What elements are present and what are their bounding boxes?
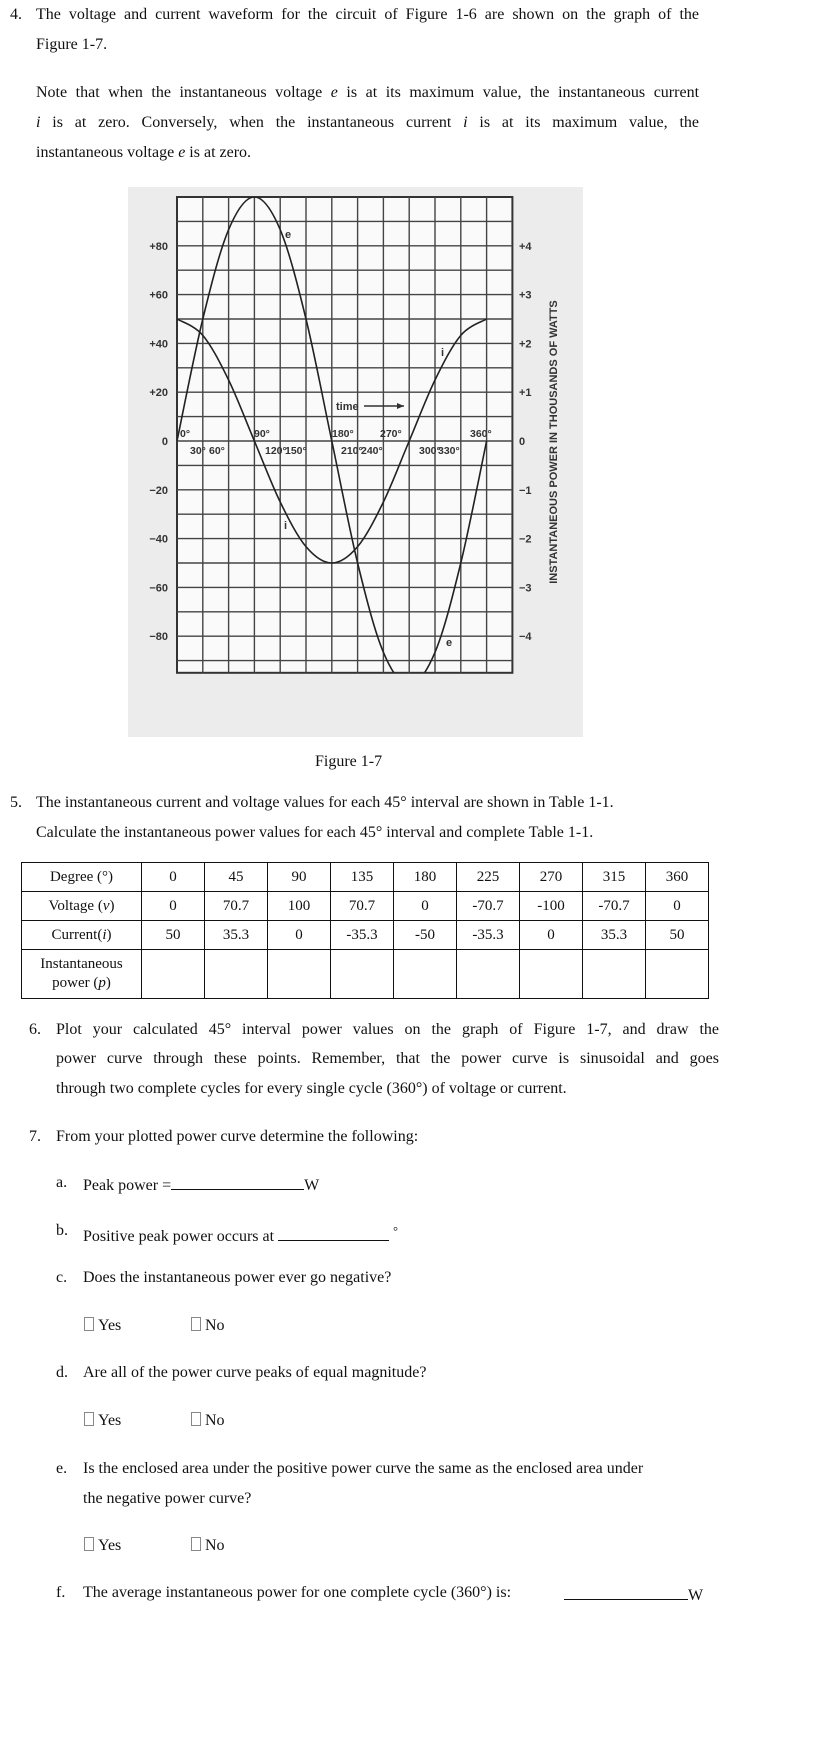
x-tick-label: 150° [285,445,307,457]
row-label [22,950,142,999]
x-tick-label: 180° [332,428,354,440]
table-cell-degrees: 90 [268,863,331,892]
q5-line2: Calculate the instantaneous power values for each 45° interval and complete Table 1-1. [36,824,594,841]
x-tick-label: 90° [254,428,270,440]
peak-power-blank[interactable] [171,1173,304,1190]
row-label [22,892,142,921]
q7b [83,1221,398,1247]
q6-line2: power curve through these points. Remember, that the power curve is sinusoidal and goes [56,1050,719,1067]
table-cell-degrees: 180 [394,863,457,892]
q7-number: 7. [29,1128,41,1145]
y-tick-label-left: +40 [149,338,168,351]
unit: W [688,1587,704,1604]
table-cell-power[interactable] [394,950,457,999]
x-tick-label: 330° [438,445,460,457]
checkbox[interactable] [84,1317,94,1331]
row-label [22,921,142,950]
table-cell-power[interactable] [520,950,583,999]
table-cell-degrees: 0 [142,863,205,892]
row-label: Degree (°) [22,863,142,892]
table-row-degree [22,863,709,892]
var-e: e [178,144,186,161]
y-tick-label-left: +20 [149,387,168,400]
table-cell-degrees: 135 [331,863,394,892]
q7b-text: Positive peak power occurs at [83,1228,275,1245]
q7a-text: Peak power = [83,1177,172,1194]
table-cell-power[interactable] [331,950,394,999]
q7d-letter: d. [56,1364,68,1381]
var-i: i [36,114,41,131]
q7-text: From your plotted power curve determine the following: [56,1128,419,1145]
checkbox[interactable] [84,1537,94,1551]
curve-label-i: i [284,520,288,532]
table-cell-current: 0 [268,921,331,950]
table-cell-degrees: 360 [646,863,709,892]
label: Yes [98,1317,122,1334]
table-cell-current: 35.3 [205,921,268,950]
var-e: e [330,84,338,101]
table-cell-voltage: -70.7 [457,892,520,921]
q7e-no-option[interactable] [191,1536,225,1556]
figure-caption: Figure 1-7 [315,753,383,770]
x-tick-label: 270° [380,428,402,440]
q6-number: 6. [29,1021,41,1038]
y-tick-label-left: −60 [149,582,168,595]
label: No [205,1412,225,1429]
table-row-voltage [22,892,709,921]
figure-1-7-graph [0,0,824,760]
y-tick-label-right: −4 [519,631,532,644]
table-row-current [22,921,709,950]
table-cell-current: -50 [394,921,457,950]
table-cell-voltage: 100 [268,892,331,921]
q7f-answer [564,1583,703,1606]
table-cell-current: 50 [646,921,709,950]
q7e-line1: Is the enclosed area under the positive power curve the same as the enclosed area under [83,1460,644,1477]
checkbox[interactable] [191,1537,201,1551]
q7f-letter: f. [56,1584,66,1601]
table-cell-voltage: -70.7 [583,892,646,921]
q7d-yes-option[interactable] [84,1411,121,1431]
q7e-letter: e. [56,1460,68,1477]
table-cell-power[interactable] [268,950,331,999]
y-tick-label-right: +4 [519,240,532,253]
text: ) [106,926,112,943]
table-cell-voltage: -100 [520,892,583,921]
y-tick-label-right: −2 [519,533,532,546]
table-cell-voltage: 0 [394,892,457,921]
y-tick-label-right: −1 [519,484,532,497]
y-tick-label-left: −40 [149,533,168,546]
y-axis-title-right: INSTANTANEOUS POWER IN THOUSANDS OF WATTS [548,300,560,584]
x-tick-label: 300° [419,445,441,457]
table-cell-power[interactable] [646,950,709,999]
var-i: i [463,114,468,131]
x-tick-label: 0° [180,428,191,440]
q7f-text: The average instantaneous power for one complete cycle (360°) is: [83,1584,512,1601]
q7b-letter: b. [56,1222,68,1239]
unit: ° [393,1224,398,1238]
table-cell-current: 50 [142,921,205,950]
text: instantaneous voltage [36,144,179,161]
text: is at zero. [185,144,252,161]
var-i: i [102,926,107,943]
checkbox[interactable] [84,1412,94,1426]
x-axis-label-time: time [336,401,359,413]
q6-line1: Plot your calculated 45° interval power values on the graph of Figure 1-7, and draw the [56,1021,719,1038]
q4-line1: The voltage and current waveform for the circuit of Figure 1-6 are shown on the graph of the [36,6,699,23]
peak-angle-blank[interactable] [278,1224,389,1241]
table-cell-degrees: 225 [457,863,520,892]
table-cell-current: -35.3 [331,921,394,950]
y-tick-label-right: +2 [519,338,532,351]
x-tick-label: 30° [190,445,206,457]
average-power-blank[interactable] [564,1583,688,1600]
text: ) [109,897,115,914]
checkbox[interactable] [191,1317,201,1331]
text: Current( [51,926,103,943]
table-cell-power[interactable] [457,950,520,999]
q7c-text: Does the instantaneous power ever go negative? [83,1269,392,1286]
x-tick-label: 210° [341,445,363,457]
curve-label-i: i [441,347,445,359]
q7e-yes-option[interactable] [84,1536,121,1556]
y-tick-label-left: +80 [149,240,168,253]
label: No [205,1317,225,1334]
unit: W [304,1177,320,1194]
table-cell-current: 0 [520,921,583,950]
table-cell-power[interactable] [583,950,646,999]
y-tick-label-left: 0 [161,436,168,448]
y-tick-label-left: −20 [149,484,168,497]
q7d-text: Are all of the power curve peaks of equal magnitude? [83,1364,427,1381]
curve-label-e: e [446,637,453,649]
table-1-1 [21,862,709,999]
q5-number: 5. [10,794,22,811]
label: Yes [98,1537,122,1554]
y-tick-label-left: +60 [149,289,168,302]
q4-number: 4. [10,6,22,23]
y-tick-label-left: −80 [149,631,168,644]
table-cell-power[interactable] [205,950,268,999]
x-tick-label: 360° [470,428,492,440]
x-tick-label: 240° [361,445,383,457]
label: No [205,1537,225,1554]
q7e-line2: the negative power curve? [83,1490,252,1507]
q7a-letter: a. [56,1174,68,1191]
table-cell-current: -35.3 [457,921,520,950]
table-cell-voltage: 0 [646,892,709,921]
q7a [83,1173,319,1196]
label: Yes [98,1412,122,1429]
table-cell-power[interactable] [142,950,205,999]
y-tick-label-right: +1 [519,387,532,400]
text: is at its maximum value, the [467,114,700,131]
y-tick-label-right: +3 [519,289,532,302]
text: Instantaneous [40,956,123,972]
var-v: v [102,897,110,914]
checkbox[interactable] [191,1412,201,1426]
table-cell-voltage: 70.7 [331,892,394,921]
table-cell-current: 35.3 [583,921,646,950]
q6-line3: through two complete cycles for every single cycle (360°) of voltage or current. [56,1080,567,1097]
text: is at its maximum value, the instantaneous current [337,84,700,101]
table-row-power [22,950,709,999]
y-tick-label-right: −3 [519,582,532,595]
x-tick-label: 120° [265,445,287,457]
q7d-no-option[interactable] [191,1411,225,1431]
q4-line2: Figure 1-7. [36,36,108,53]
q5-line1: The instantaneous current and voltage values for each 45° interval are shown in Table 1-1. [36,794,614,811]
table-cell-degrees: 45 [205,863,268,892]
q7c-yes-option[interactable] [84,1316,121,1336]
table-cell-degrees: 270 [520,863,583,892]
table-cell-voltage: 70.7 [205,892,268,921]
q7c-letter: c. [56,1269,68,1286]
x-tick-label: 60° [209,445,225,457]
q7c-no-option[interactable] [191,1316,225,1336]
text: power ( [52,975,99,991]
text: Note that when the instantaneous voltage [36,84,331,101]
var-p: p [98,975,106,991]
text: is at zero. Conversely, when the instantaneous current [40,114,464,131]
table-cell-degrees: 315 [583,863,646,892]
curve-label-e: e [285,229,292,241]
table-cell-voltage: 0 [142,892,205,921]
text: Voltage ( [48,897,103,914]
y-tick-label-right: 0 [519,436,526,448]
text: ) [105,975,111,991]
